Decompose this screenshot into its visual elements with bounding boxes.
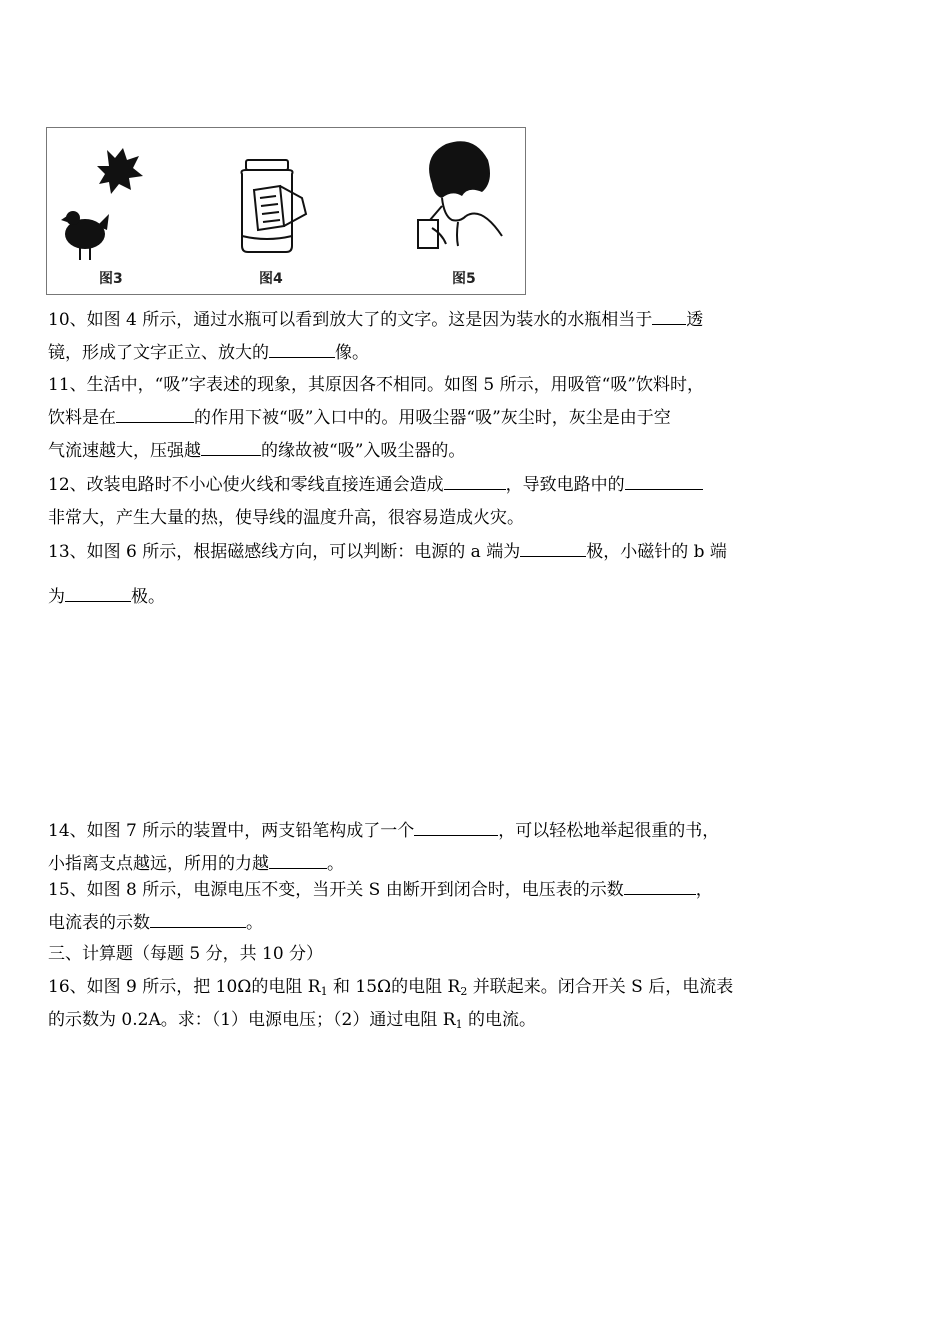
question-16-text: 并联起来。闭合开关 S 后，电流表 [467,977,734,997]
question-13-text: 13、如图 6 所示，根据磁感线方向，可以判断：电源的 a 端为 [48,542,521,562]
person-drinking-illustration [412,136,512,254]
answer-blank[interactable] [624,876,696,895]
answer-blank[interactable] [652,306,686,325]
question-14 [48,815,788,881]
figure-3-caption: 图3 [99,271,123,287]
question-14-text: 小指离支点越远，所用的力越 [48,854,269,874]
question-11-text: 的缘故被“吸”入吸尘器的。 [261,441,466,461]
question-12-text: ，导致电路中的 [505,475,625,495]
question-12 [48,469,788,535]
answer-blank[interactable] [269,339,335,358]
question-10-text: 透 [686,310,704,330]
question-16-text: 和 15Ω的电阻 R [327,977,461,997]
question-15 [48,874,788,940]
question-15-text: 。 [246,913,263,933]
question-11 [48,369,788,468]
answer-blank[interactable] [201,437,261,456]
subscript: 1 [320,985,328,998]
question-10-text: 像。 [335,343,369,363]
answer-blank[interactable] [444,471,506,490]
question-16-text: 的电流。 [462,1010,536,1030]
question-13-text: 极。 [131,587,165,607]
question-16 [48,971,788,1037]
question-10-text: 镜，形成了文字正立、放大的 [48,343,269,363]
question-14-text: ，可以轻松地举起很重的书， [498,821,720,841]
answer-blank[interactable] [414,817,498,836]
question-14-text: 。 [327,854,344,874]
question-10 [48,304,788,370]
question-11-text: 11、生活中，“吸”字表述的现象，其原因各不相同。如图 5 所示，用吸管“吸”饮料时， [48,375,705,395]
question-11-text: 的作用下被“吸”入口中的。用吸尘器“吸”灰尘时，灰尘是由于空 [194,408,671,428]
question-13-text: 极，小磁针的 b 端 [586,542,727,562]
question-12-text: 非常大，产生大量的热，使导线的温度升高，很容易造成火灾。 [48,508,524,528]
question-15-text: ， [695,880,713,900]
question-15-text: 15、如图 8 所示，电源电压不变，当开关 S 由断开到闭合时，电压表的示数 [48,880,624,900]
question-16-text: 的示数为 0.2A。求：（1）电源电压；（2）通过电阻 R [48,1010,456,1030]
question-10-text: 10、如图 4 所示，通过水瓶可以看到放大了的文字。这是因为装水的水瓶相当于 [48,310,653,330]
section-3-heading: 三、计算题（每题 5 分，共 10 分） [48,944,324,964]
question-12-text: 12、改装电路时不小心使火线和零线直接连通会造成 [48,475,444,495]
figure-5-caption: 图5 [452,271,476,287]
answer-blank[interactable] [269,850,327,869]
answer-blank[interactable] [625,471,703,490]
question-13 [48,536,788,614]
answer-blank[interactable] [116,404,194,423]
question-13-text: 为 [48,587,65,607]
answer-blank[interactable] [520,538,586,557]
figure-4-caption: 图4 [259,271,283,287]
subscript: 1 [455,1018,463,1031]
answer-blank[interactable] [150,909,246,928]
water-bottle-illustration [232,156,322,256]
question-15-text: 电流表的示数 [48,913,150,933]
question-14-text: 14、如图 7 所示的装置中，两支铅笔构成了一个 [48,821,415,841]
figure-strip [46,127,526,295]
question-16-text: 16、如图 9 所示，把 10Ω的电阻 R [48,977,321,997]
answer-blank[interactable] [65,583,131,602]
butterfly-chicken-illustration [57,138,167,268]
question-11-text: 饮料是在 [48,408,116,428]
question-11-text: 气流速越大，压强越 [48,441,201,461]
subscript: 2 [460,985,468,998]
